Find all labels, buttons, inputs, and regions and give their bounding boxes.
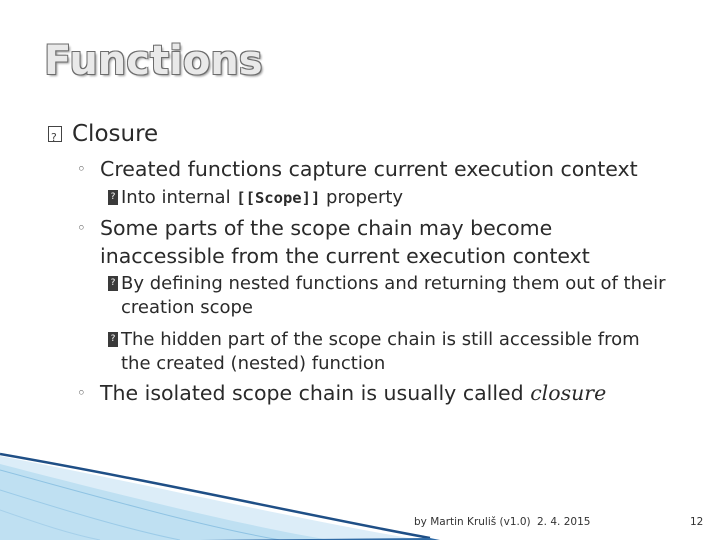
checkbox-bullet-icon bbox=[48, 126, 62, 142]
footer-date: 2. 4. 2015 bbox=[537, 516, 591, 528]
heading-label: Closure bbox=[72, 121, 159, 147]
heading-closure bbox=[48, 120, 158, 148]
subpoint-text-pre: Into internal bbox=[121, 187, 237, 208]
footer-author: by Martin Kruliš (v1.0) bbox=[414, 516, 531, 528]
closure-term: closure bbox=[530, 381, 607, 405]
point-closure bbox=[77, 379, 607, 407]
subpoint-text: The hidden part of the scope chain is still accessible from the created (nested) function bbox=[121, 329, 640, 374]
subpoint-text-post: property bbox=[320, 187, 404, 208]
bullet-icon: ◦ bbox=[77, 160, 86, 178]
scope-code: [[Scope]] bbox=[236, 189, 321, 207]
decorative-swoosh bbox=[0, 440, 720, 540]
point-scope-chain bbox=[77, 214, 640, 270]
subpoint-nested-functions bbox=[112, 272, 684, 320]
bullet-icon: ◦ bbox=[77, 219, 86, 237]
point-text: Some parts of the scope chain may become inaccessible from the current execution context bbox=[100, 216, 590, 268]
slide-title: Functions bbox=[44, 38, 263, 84]
footer-page-number: 12 bbox=[690, 516, 704, 528]
point-created-functions bbox=[77, 155, 638, 183]
point-text: The isolated scope chain is usually called bbox=[100, 381, 531, 405]
subpoint-hidden-part bbox=[112, 328, 672, 376]
point-text: Created functions capture current execution context bbox=[100, 157, 638, 181]
missing-glyph-icon: ? bbox=[108, 332, 118, 347]
subpoint-text: By defining nested functions and returning them out of their creation scope bbox=[121, 273, 666, 318]
subpoint-scope-property bbox=[112, 186, 403, 210]
missing-glyph-icon: ? bbox=[108, 190, 118, 205]
missing-glyph-icon: ? bbox=[108, 276, 118, 291]
bullet-icon: ◦ bbox=[77, 384, 86, 402]
